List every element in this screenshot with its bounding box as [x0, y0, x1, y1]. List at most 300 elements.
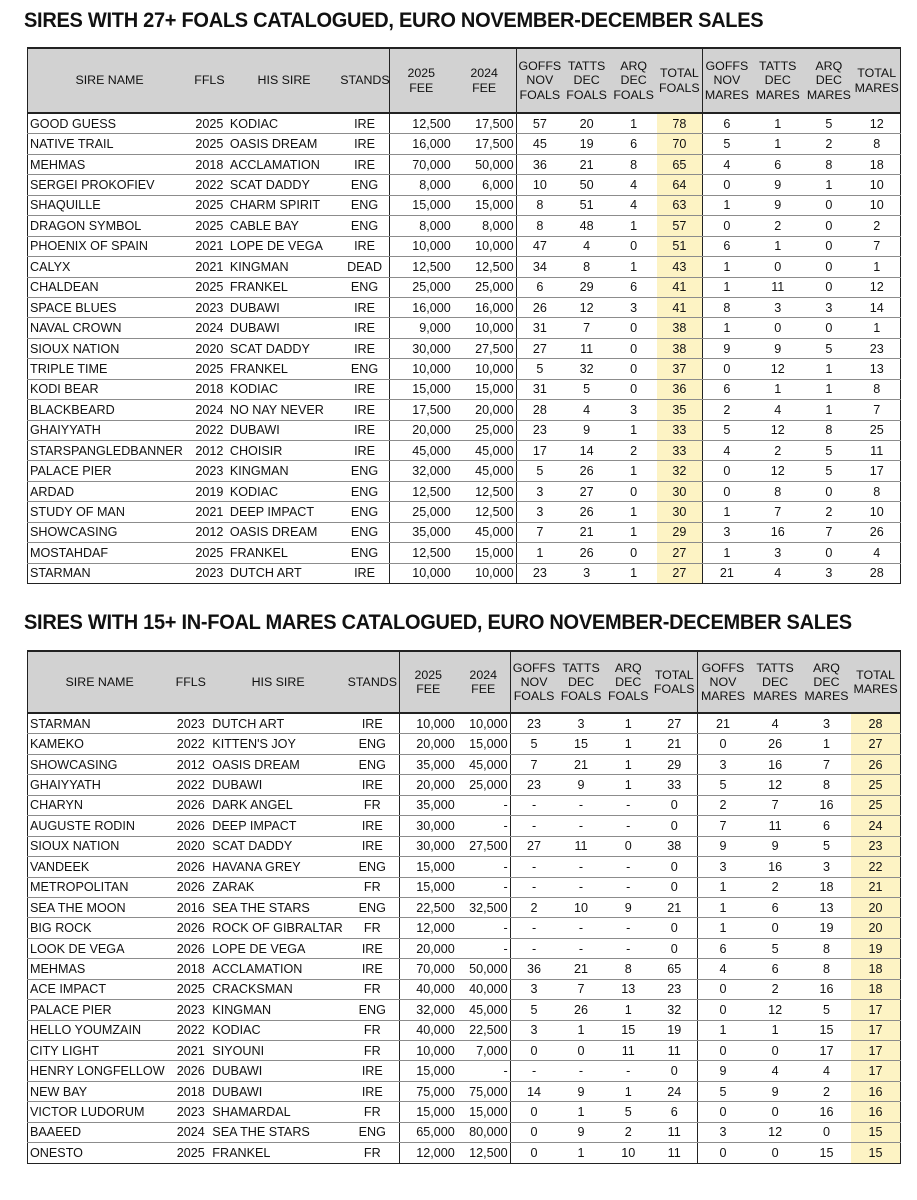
- cell-total-mares: 20: [851, 897, 900, 917]
- cell-arq-dec-mares: 2: [804, 134, 853, 154]
- cell-total-foals: 0: [652, 1061, 697, 1081]
- cell-fee-2024: 22,500: [457, 1020, 510, 1040]
- cell-his-sire: KINGMAN: [228, 461, 340, 481]
- cell-stands: FR: [346, 795, 399, 815]
- cell-arq-dec-mares: 5: [804, 461, 853, 481]
- cell-fee-2024: 15,000: [453, 379, 516, 399]
- cell-goffs-nov-foals: 31: [516, 318, 563, 338]
- table-row: [28, 713, 901, 734]
- cell-goffs-nov-mares: 1: [702, 543, 751, 563]
- cell-total-foals: 41: [657, 297, 702, 317]
- cell-ffls: 2025: [191, 359, 228, 379]
- cell-stands: ENG: [340, 195, 389, 215]
- cell-total-mares: 28: [853, 563, 900, 583]
- cell-ffls: 2021: [191, 257, 228, 277]
- cell-arq-dec-foals: 0: [610, 543, 657, 563]
- table-row: [28, 959, 901, 979]
- cell-his-sire: DUBAWI: [210, 775, 346, 795]
- col-header-fee-2024: [457, 651, 510, 713]
- header-line: TATTS: [567, 59, 606, 74]
- cell-arq-dec-foals: 1: [610, 216, 657, 236]
- cell-goffs-nov-foals: 6: [516, 277, 563, 297]
- cell-tatts-dec-foals: 1: [557, 1020, 604, 1040]
- cell-sire-name: MEHMAS: [28, 959, 172, 979]
- cell-arq-dec-mares: 4: [802, 1061, 851, 1081]
- cell-fee-2025: 15,000: [399, 1061, 457, 1081]
- cell-goffs-nov-mares: 1: [697, 897, 748, 917]
- header-line: TOTAL: [856, 667, 895, 682]
- cell-tatts-dec-mares: 9: [751, 338, 804, 358]
- cell-goffs-nov-foals: 27: [516, 338, 563, 358]
- header-line: DEC: [573, 73, 600, 88]
- cell-stands: IRE: [346, 713, 399, 734]
- cell-total-mares: 15: [851, 1143, 900, 1163]
- cell-total-mares: 25: [853, 420, 900, 440]
- cell-total-foals: 21: [652, 897, 697, 917]
- cell-tatts-dec-mares: 7: [748, 795, 801, 815]
- cell-sire-name: GHAIYYATH: [28, 775, 172, 795]
- cell-goffs-nov-mares: 1: [697, 918, 748, 938]
- cell-ffls: 2026: [171, 938, 210, 958]
- cell-arq-dec-mares: 3: [804, 297, 853, 317]
- cell-fee-2025: 22,500: [399, 897, 457, 917]
- col-header-total-mares: [853, 48, 900, 113]
- cell-tatts-dec-mares: 9: [751, 195, 804, 215]
- cell-goffs-nov-foals: 5: [510, 734, 557, 754]
- cell-tatts-dec-mares: 1: [751, 379, 804, 399]
- cell-arq-dec-foals: 1: [605, 754, 652, 774]
- cell-stands: ENG: [340, 277, 389, 297]
- cell-his-sire: KINGMAN: [228, 257, 340, 277]
- cell-ffls: 2025: [191, 277, 228, 297]
- cell-tatts-dec-mares: 4: [748, 1061, 801, 1081]
- table-row: [28, 1020, 901, 1040]
- cell-his-sire: KODIAC: [228, 379, 340, 399]
- cell-total-mares: 22: [851, 857, 900, 877]
- cell-stands: FR: [346, 1020, 399, 1040]
- cell-fee-2024: 40,000: [457, 979, 510, 999]
- cell-total-foals: 21: [652, 734, 697, 754]
- cell-goffs-nov-mares: 3: [697, 754, 748, 774]
- cell-goffs-nov-foals: 28: [516, 400, 563, 420]
- cell-ffls: 2026: [171, 857, 210, 877]
- cell-arq-dec-mares: 3: [802, 713, 851, 734]
- cell-his-sire: CABLE BAY: [228, 216, 340, 236]
- header-line: GOFFS: [705, 59, 749, 74]
- cell-goffs-nov-foals: -: [510, 816, 557, 836]
- cell-sire-name: SIOUX NATION: [28, 338, 192, 358]
- cell-goffs-nov-foals: 3: [516, 481, 563, 501]
- header-line: TATTS: [759, 59, 797, 74]
- cell-his-sire: ACCLAMATION: [228, 154, 340, 174]
- cell-fee-2025: 12,500: [389, 257, 452, 277]
- header-line: GOFFS: [512, 660, 556, 675]
- header-line: MARES: [854, 80, 899, 95]
- cell-total-mares: 13: [853, 359, 900, 379]
- cell-fee-2024: 7,000: [457, 1041, 510, 1061]
- cell-tatts-dec-foals: 4: [563, 236, 610, 256]
- cell-goffs-nov-mares: 6: [697, 938, 748, 958]
- cell-tatts-dec-foals: 21: [563, 154, 610, 174]
- cell-goffs-nov-mares: 6: [702, 113, 751, 134]
- cell-total-mares: 20: [851, 918, 900, 938]
- cell-his-sire: DUBAWI: [228, 420, 340, 440]
- cell-stands: ENG: [340, 359, 389, 379]
- cell-tatts-dec-foals: 29: [563, 277, 610, 297]
- cell-arq-dec-mares: 3: [804, 563, 853, 583]
- cell-goffs-nov-foals: 45: [516, 134, 563, 154]
- cell-sire-name: VICTOR LUDORUM: [28, 1102, 172, 1122]
- cell-tatts-dec-mares: 0: [748, 1041, 801, 1061]
- cell-arq-dec-foals: -: [605, 816, 652, 836]
- cell-tatts-dec-foals: 0: [557, 1041, 604, 1061]
- cell-goffs-nov-mares: 6: [702, 379, 751, 399]
- header-line: NOV: [520, 674, 548, 689]
- cell-arq-dec-foals: 4: [610, 175, 657, 195]
- cell-ffls: 2019: [191, 481, 228, 501]
- cell-goffs-nov-mares: 0: [702, 216, 751, 236]
- cell-total-foals: 30: [657, 481, 702, 501]
- cell-fee-2025: 75,000: [399, 1081, 457, 1101]
- cell-goffs-nov-mares: 3: [697, 1122, 748, 1142]
- cell-arq-dec-mares: 1: [802, 734, 851, 754]
- cell-total-foals: 38: [657, 338, 702, 358]
- cell-stands: IRE: [340, 420, 389, 440]
- cell-sire-name: BAAEED: [28, 1122, 172, 1142]
- cell-tatts-dec-mares: 2: [751, 441, 804, 461]
- cell-goffs-nov-mares: 0: [697, 979, 748, 999]
- header-line: FOALS: [513, 689, 555, 704]
- cell-tatts-dec-foals: 19: [563, 134, 610, 154]
- cell-arq-dec-mares: 8: [802, 775, 851, 795]
- table-row: [28, 857, 901, 877]
- cell-ffls: 2026: [171, 1061, 210, 1081]
- header-line: NOV: [713, 73, 741, 88]
- cell-arq-dec-foals: 9: [605, 897, 652, 917]
- cell-arq-dec-mares: 0: [804, 195, 853, 215]
- cell-total-mares: 23: [853, 338, 900, 358]
- cell-arq-dec-foals: 1: [605, 1081, 652, 1101]
- col-header-arq-dec-foals: [610, 48, 657, 113]
- cell-arq-dec-foals: 0: [610, 236, 657, 256]
- cell-fee-2024: 32,500: [457, 897, 510, 917]
- cell-total-mares: 24: [851, 816, 900, 836]
- cell-goffs-nov-foals: 8: [516, 195, 563, 215]
- cell-tatts-dec-mares: 4: [751, 563, 804, 583]
- cell-fee-2024: 6,000: [453, 175, 516, 195]
- cell-arq-dec-mares: 13: [802, 897, 851, 917]
- table-row: [28, 754, 901, 774]
- col-header-tatts-dec-foals: [563, 48, 610, 113]
- cell-goffs-nov-foals: 34: [516, 257, 563, 277]
- cell-fee-2024: 12,500: [453, 257, 516, 277]
- cell-tatts-dec-mares: 12: [748, 1122, 801, 1142]
- cell-goffs-nov-foals: 26: [516, 297, 563, 317]
- cell-goffs-nov-foals: 7: [516, 522, 563, 542]
- cell-ffls: 2025: [171, 979, 210, 999]
- cell-arq-dec-mares: 0: [804, 216, 853, 236]
- cell-ffls: 2025: [191, 195, 228, 215]
- cell-total-foals: 27: [657, 543, 702, 563]
- cell-fee-2024: -: [457, 795, 510, 815]
- cell-sire-name: MEHMAS: [28, 154, 192, 174]
- cell-stands: FR: [346, 979, 399, 999]
- header-line: DEC: [762, 674, 789, 689]
- cell-total-foals: 78: [657, 113, 702, 134]
- header-line: TOTAL: [654, 667, 694, 682]
- cell-total-foals: 30: [657, 502, 702, 522]
- cell-ffls: 2021: [191, 502, 228, 522]
- cell-ffls: 2021: [191, 236, 228, 256]
- cell-tatts-dec-mares: 0: [748, 1102, 801, 1122]
- cell-goffs-nov-mares: 6: [702, 236, 751, 256]
- cell-arq-dec-foals: 1: [610, 522, 657, 542]
- cell-his-sire: DARK ANGEL: [210, 795, 346, 815]
- cell-stands: ENG: [340, 175, 389, 195]
- cell-tatts-dec-foals: 51: [563, 195, 610, 215]
- col-header-tatts-dec-mares: [748, 651, 801, 713]
- cell-fee-2025: 20,000: [389, 420, 452, 440]
- cell-tatts-dec-foals: 11: [557, 836, 604, 856]
- header-line: 2024: [470, 66, 498, 81]
- cell-fee-2024: 12,500: [453, 502, 516, 522]
- col-header-fee-2025: [389, 48, 452, 113]
- col-header-ffls: [191, 48, 228, 113]
- cell-stands: ENG: [340, 216, 389, 236]
- cell-arq-dec-foals: 1: [610, 563, 657, 583]
- cell-sire-name: PHOENIX OF SPAIN: [28, 236, 192, 256]
- cell-goffs-nov-foals: 0: [510, 1143, 557, 1163]
- cell-his-sire: DUBAWI: [228, 297, 340, 317]
- cell-arq-dec-mares: 8: [804, 154, 853, 174]
- col-header-arq-dec-mares: [802, 651, 851, 713]
- cell-total-mares: 16: [851, 1102, 900, 1122]
- table-row: [28, 134, 901, 154]
- header-line: MARES: [806, 87, 851, 102]
- cell-fee-2024: 45,000: [457, 754, 510, 774]
- cell-goffs-nov-foals: -: [510, 795, 557, 815]
- cell-arq-dec-mares: 8: [804, 420, 853, 440]
- cell-goffs-nov-foals: 27: [510, 836, 557, 856]
- cell-goffs-nov-mares: 4: [702, 154, 751, 174]
- table-row: [28, 795, 901, 815]
- cell-his-sire: DUTCH ART: [210, 713, 346, 734]
- cell-total-foals: 63: [657, 195, 702, 215]
- cell-goffs-nov-mares: 0: [697, 1041, 748, 1061]
- cell-arq-dec-mares: 15: [802, 1020, 851, 1040]
- cell-arq-dec-mares: 0: [804, 277, 853, 297]
- cell-fee-2025: 10,000: [399, 713, 457, 734]
- table-row: [28, 775, 901, 795]
- cell-ffls: 2023: [171, 713, 210, 734]
- col-header-fee-2025: [399, 651, 457, 713]
- table-row: [28, 734, 901, 754]
- header-line: 2025: [414, 667, 443, 682]
- cell-sire-name: BLACKBEARD: [28, 400, 192, 420]
- cell-ffls: 2022: [191, 175, 228, 195]
- cell-fee-2024: 10,000: [457, 713, 510, 734]
- cell-his-sire: KODIAC: [228, 481, 340, 501]
- cell-fee-2025: 35,000: [399, 795, 457, 815]
- cell-stands: IRE: [340, 400, 389, 420]
- cell-tatts-dec-foals: 21: [557, 959, 604, 979]
- table-row: [28, 938, 901, 958]
- cell-total-foals: 64: [657, 175, 702, 195]
- col-header-his-sire: [228, 48, 340, 113]
- cell-total-mares: 7: [853, 400, 900, 420]
- cell-total-mares: 7: [853, 236, 900, 256]
- cell-tatts-dec-foals: 8: [563, 257, 610, 277]
- cell-sire-name: CALYX: [28, 257, 192, 277]
- cell-fee-2025: 30,000: [389, 338, 452, 358]
- cell-total-foals: 29: [657, 522, 702, 542]
- cell-arq-dec-foals: 1: [610, 461, 657, 481]
- cell-goffs-nov-foals: 0: [510, 1102, 557, 1122]
- cell-tatts-dec-mares: 12: [748, 1000, 801, 1020]
- cell-stands: IRE: [340, 441, 389, 461]
- cell-tatts-dec-mares: 4: [748, 713, 801, 734]
- cell-sire-name: KODI BEAR: [28, 379, 192, 399]
- cell-fee-2025: 15,000: [399, 1102, 457, 1122]
- cell-total-mares: 25: [851, 795, 900, 815]
- cell-goffs-nov-foals: 1: [516, 543, 563, 563]
- cell-arq-dec-mares: 0: [804, 257, 853, 277]
- cell-tatts-dec-foals: 12: [563, 297, 610, 317]
- cell-ffls: 2012: [191, 441, 228, 461]
- cell-arq-dec-mares: 0: [804, 481, 853, 501]
- table-row: [28, 441, 901, 461]
- cell-sire-name: MOSTAHDAF: [28, 543, 192, 563]
- cell-ffls: 2026: [171, 816, 210, 836]
- cell-total-mares: 17: [851, 1041, 900, 1061]
- cell-total-mares: 17: [853, 461, 900, 481]
- cell-arq-dec-foals: 6: [610, 134, 657, 154]
- cell-ffls: 2025: [191, 134, 228, 154]
- cell-fee-2024: 16,000: [453, 297, 516, 317]
- cell-ffls: 2012: [171, 754, 210, 774]
- cell-total-foals: 0: [652, 918, 697, 938]
- cell-his-sire: CHARM SPIRIT: [228, 195, 340, 215]
- cell-fee-2025: 12,500: [389, 481, 452, 501]
- cell-tatts-dec-foals: 1: [557, 1143, 604, 1163]
- cell-total-mares: 17: [851, 1000, 900, 1020]
- table-row: [28, 461, 901, 481]
- cell-sire-name: GHAIYYATH: [28, 420, 192, 440]
- cell-tatts-dec-foals: 3: [563, 563, 610, 583]
- cell-tatts-dec-foals: 1: [557, 1102, 604, 1122]
- cell-tatts-dec-foals: 3: [557, 713, 604, 734]
- cell-ffls: 2024: [171, 1122, 210, 1142]
- table-row: [28, 175, 901, 195]
- cell-tatts-dec-foals: 4: [563, 400, 610, 420]
- table-row: [28, 836, 901, 856]
- cell-goffs-nov-foals: 10: [516, 175, 563, 195]
- cell-fee-2024: 8,000: [453, 216, 516, 236]
- cell-ffls: 2012: [191, 522, 228, 542]
- header-row: [28, 48, 901, 113]
- cell-tatts-dec-foals: 21: [563, 522, 610, 542]
- header-line: DEC: [615, 674, 642, 689]
- cell-tatts-dec-mares: 6: [748, 897, 801, 917]
- header-line: HIS SIRE: [251, 674, 305, 689]
- cell-total-foals: 0: [652, 877, 697, 897]
- header-line: FOALS: [519, 87, 561, 102]
- cell-sire-name: ARDAD: [28, 481, 192, 501]
- cell-fee-2024: 45,000: [453, 441, 516, 461]
- header-line: FFLS: [175, 674, 206, 689]
- cell-his-sire: KITTEN'S JOY: [210, 734, 346, 754]
- cell-arq-dec-foals: 1: [610, 502, 657, 522]
- cell-fee-2024: 10,000: [453, 563, 516, 583]
- header-line: FOALS: [659, 80, 700, 95]
- cell-tatts-dec-mares: 26: [748, 734, 801, 754]
- cell-his-sire: DEEP IMPACT: [228, 502, 340, 522]
- cell-sire-name: CHARYN: [28, 795, 172, 815]
- table-row: [28, 1102, 901, 1122]
- cell-his-sire: DUBAWI: [210, 1081, 346, 1101]
- cell-total-foals: 36: [657, 379, 702, 399]
- cell-arq-dec-foals: 0: [610, 379, 657, 399]
- cell-tatts-dec-foals: 27: [563, 481, 610, 501]
- cell-ffls: 2026: [171, 918, 210, 938]
- cell-tatts-dec-foals: 11: [563, 338, 610, 358]
- cell-fee-2025: 12,500: [389, 113, 452, 134]
- cell-total-mares: 17: [851, 1020, 900, 1040]
- cell-arq-dec-mares: 5: [804, 113, 853, 134]
- col-header-stands: [346, 651, 399, 713]
- cell-goffs-nov-foals: 57: [516, 113, 563, 134]
- cell-tatts-dec-mares: 0: [751, 318, 804, 338]
- cell-ffls: 2022: [171, 1020, 210, 1040]
- cell-sire-name: HELLO YOUMZAIN: [28, 1020, 172, 1040]
- cell-tatts-dec-foals: 26: [563, 461, 610, 481]
- header-line: MARES: [853, 682, 898, 696]
- table-row: [28, 338, 901, 358]
- cell-arq-dec-foals: 2: [610, 441, 657, 461]
- cell-stands: IRE: [340, 379, 389, 399]
- cell-arq-dec-foals: 3: [610, 297, 657, 317]
- cell-sire-name: BIG ROCK: [28, 918, 172, 938]
- cell-stands: IRE: [346, 775, 399, 795]
- cell-total-foals: 33: [657, 420, 702, 440]
- header-line: SIRE NAME: [75, 73, 144, 88]
- cell-total-mares: 4: [853, 543, 900, 563]
- cell-fee-2025: 45,000: [389, 441, 452, 461]
- cell-tatts-dec-mares: 9: [748, 1081, 801, 1101]
- cell-arq-dec-mares: 6: [802, 816, 851, 836]
- cell-arq-dec-mares: 5: [802, 1000, 851, 1020]
- cell-stands: IRE: [346, 959, 399, 979]
- table-row: [28, 297, 901, 317]
- cell-fee-2025: 15,000: [399, 877, 457, 897]
- cell-his-sire: FRANKEL: [228, 277, 340, 297]
- cell-ffls: 2026: [171, 877, 210, 897]
- cell-total-mares: 28: [851, 713, 900, 734]
- cell-total-foals: 65: [657, 154, 702, 174]
- cell-ffls: 2022: [171, 734, 210, 754]
- cell-total-foals: 6: [652, 1102, 697, 1122]
- cell-his-sire: KODIAC: [210, 1020, 346, 1040]
- cell-tatts-dec-foals: 50: [563, 175, 610, 195]
- table-row: [28, 379, 901, 399]
- cell-total-mares: 25: [851, 775, 900, 795]
- table1-title: SIRES WITH 27+ FOALS CATALOGUED, EURO NOVEMBER-DECEMBER SALES: [24, 8, 764, 32]
- cell-total-foals: 38: [652, 836, 697, 856]
- cell-fee-2025: 65,000: [399, 1122, 457, 1142]
- cell-goffs-nov-foals: 17: [516, 441, 563, 461]
- cell-total-mares: 8: [853, 379, 900, 399]
- table-row: [28, 877, 901, 897]
